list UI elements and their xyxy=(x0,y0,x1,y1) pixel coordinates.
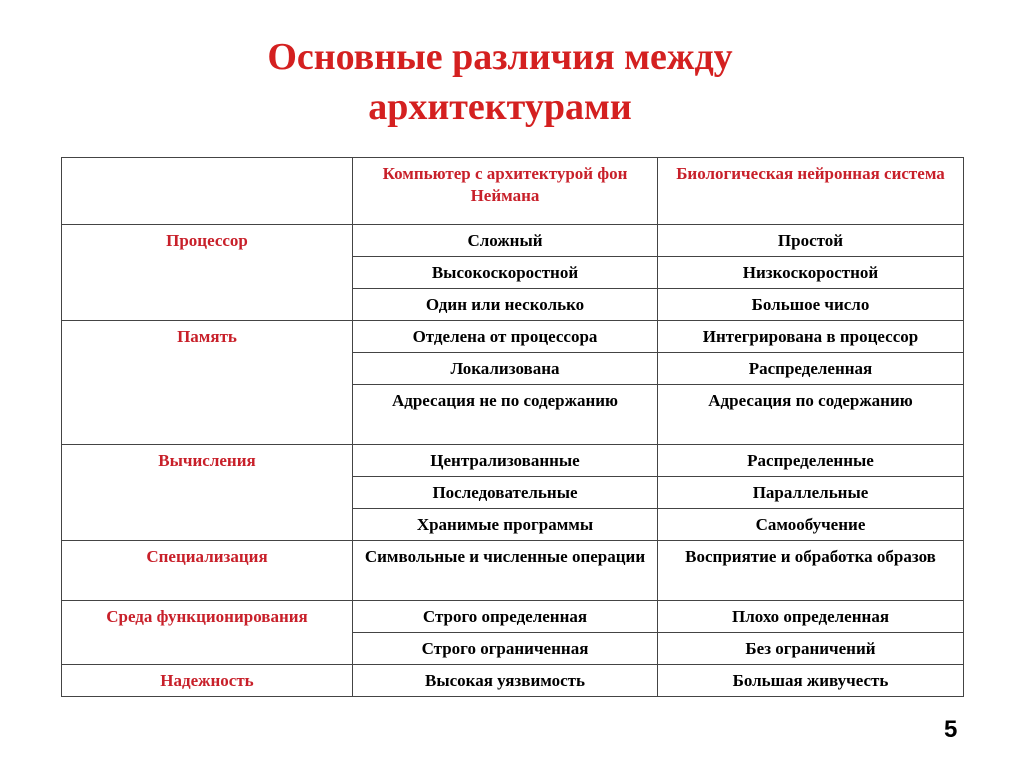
table-cell: Адресация по содержанию xyxy=(658,385,964,445)
table-cell: Распределенные xyxy=(658,445,964,477)
row-label-memory: Память xyxy=(62,321,353,445)
table-cell: Хранимые программы xyxy=(353,509,658,541)
table-cell: Распределенная xyxy=(658,353,964,385)
table-row xyxy=(62,225,964,257)
table-cell: Централизованные xyxy=(353,445,658,477)
table-cell: Низкоскоростной xyxy=(658,257,964,289)
slide-title-line-2: архитектурами xyxy=(368,86,632,128)
row-label-environment: Среда функционирования xyxy=(62,601,353,665)
row-label-processor: Процессор xyxy=(62,225,353,321)
table-cell: Высокая уязвимость xyxy=(353,665,658,697)
table-row xyxy=(62,601,964,633)
header-empty-cell xyxy=(62,158,353,225)
table-cell: Большое число xyxy=(658,289,964,321)
row-label-computing: Вычисления xyxy=(62,445,353,541)
table-cell: Локализована xyxy=(353,353,658,385)
table-cell: Символьные и численные операции xyxy=(353,541,658,601)
table-row xyxy=(62,445,964,477)
row-label-specialization: Специализация xyxy=(62,541,353,601)
table-cell: Восприятие и обработка образов xyxy=(658,541,964,601)
table-row xyxy=(62,541,964,601)
table-row xyxy=(62,321,964,353)
table-cell: Интегрирована в процессор xyxy=(658,321,964,353)
table-cell: Последовательные xyxy=(353,477,658,509)
table-cell: Отделена от процессора xyxy=(353,321,658,353)
comparison-table xyxy=(61,157,964,697)
table-cell: Сложный xyxy=(353,225,658,257)
table-cell: Высокоскоростной xyxy=(353,257,658,289)
table-cell: Параллельные xyxy=(658,477,964,509)
header-von-neumann: Компьютер с архитектурой фон Неймана xyxy=(353,158,658,225)
header-biological: Биологическая нейронная система xyxy=(658,158,964,225)
table-cell: Строго ограниченная xyxy=(353,633,658,665)
table-cell: Один или несколько xyxy=(353,289,658,321)
slide-title-line-1: Основные различия между xyxy=(267,36,733,78)
table-row xyxy=(62,665,964,697)
table-cell: Адресация не по содержанию xyxy=(353,385,658,445)
table-cell: Большая живучесть xyxy=(658,665,964,697)
slide-title xyxy=(0,32,1000,132)
table-cell: Самообучение xyxy=(658,509,964,541)
table-cell: Без ограничений xyxy=(658,633,964,665)
table-cell: Простой xyxy=(658,225,964,257)
table-cell: Строго определенная xyxy=(353,601,658,633)
table-header-row xyxy=(62,158,964,225)
table-cell: Плохо определенная xyxy=(658,601,964,633)
row-label-reliability: Надежность xyxy=(62,665,353,697)
page-number: 5 xyxy=(944,716,958,743)
